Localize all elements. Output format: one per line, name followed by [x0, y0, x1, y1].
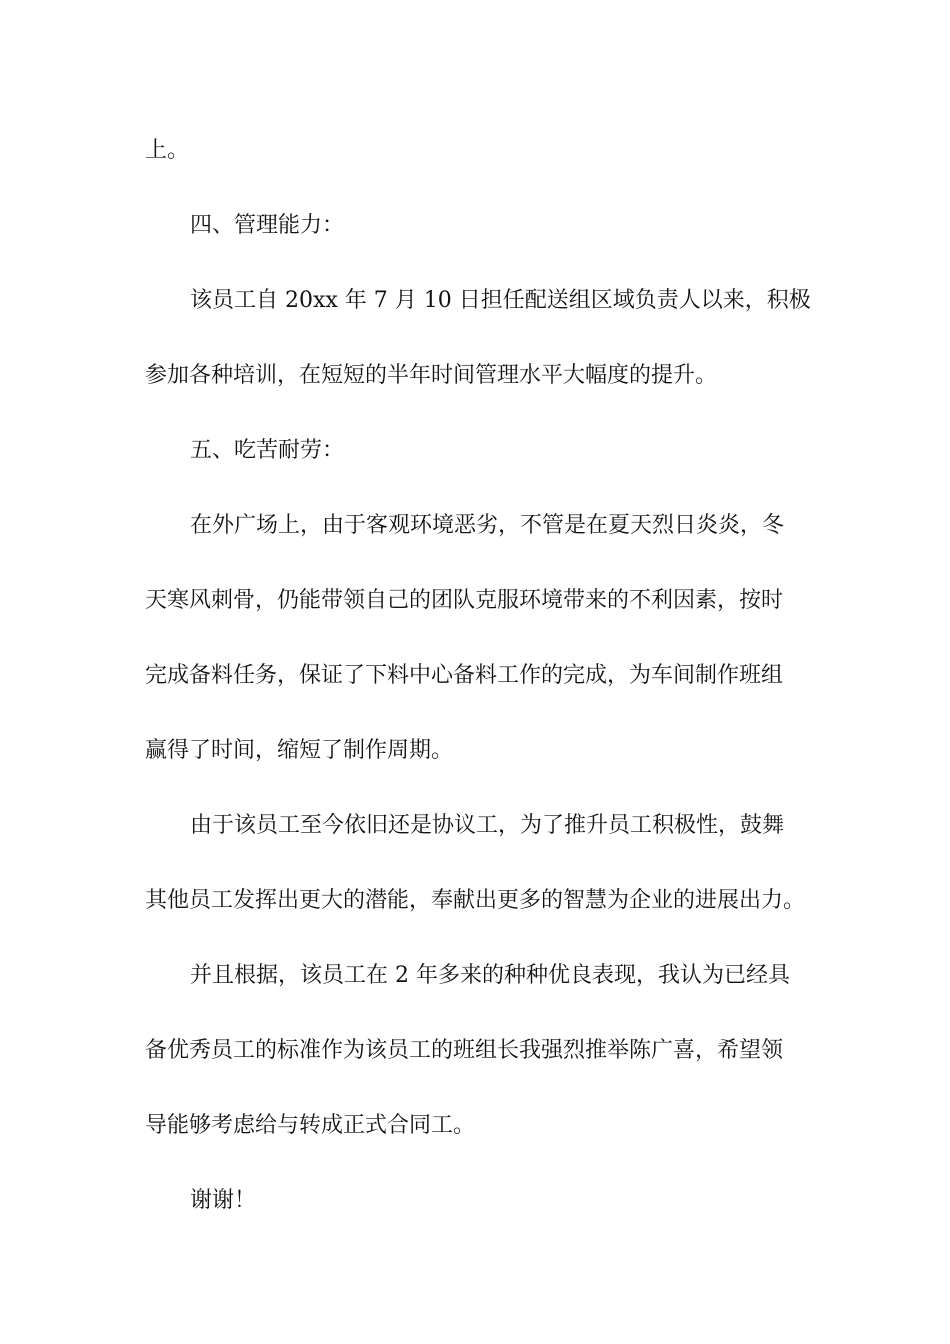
text-line: 完成备料任务，保证了下料中心备料工作的完成，为车间制作班组	[145, 663, 784, 688]
text-line: 赢得了时间，缩短了制作周期。	[145, 738, 454, 763]
text-line: 天寒风刺骨，仍能带领自己的团队克服环境带来的不利因素，按时	[145, 588, 784, 613]
text-line: 导能够考虑给与转成正式合同工。	[145, 1113, 476, 1138]
text-line: 备优秀员工的标准作为该员工的班组长我强烈推举陈广喜，希望领	[145, 1038, 784, 1063]
text-line: 上。	[145, 138, 190, 163]
text-line: 参加各种培训，在短短的半年时间管理水平大幅度的提升。	[145, 363, 718, 388]
section-heading: 四、管理能力：	[190, 213, 345, 238]
text-line: 并且根据，该员工在 2 年多来的种种优良表现，我认为已经具	[190, 963, 790, 988]
text-line: 该员工自 20xx 年 7 月 10 日担任配送组区域负责人以来，积极	[190, 288, 811, 313]
section-heading: 五、吃苦耐劳：	[190, 438, 345, 463]
text-line: 其他员工发挥出更大的潜能，奉献出更多的智慧为企业的进展出力。	[145, 888, 806, 913]
closing-text: 谢谢！	[190, 1188, 257, 1213]
text-line: 由于该员工至今依旧还是协议工，为了推升员工积极性，鼓舞	[190, 813, 785, 838]
text-line: 在外广场上，由于客观环境恶劣，不管是在夏天烈日炎炎，冬	[190, 513, 785, 538]
